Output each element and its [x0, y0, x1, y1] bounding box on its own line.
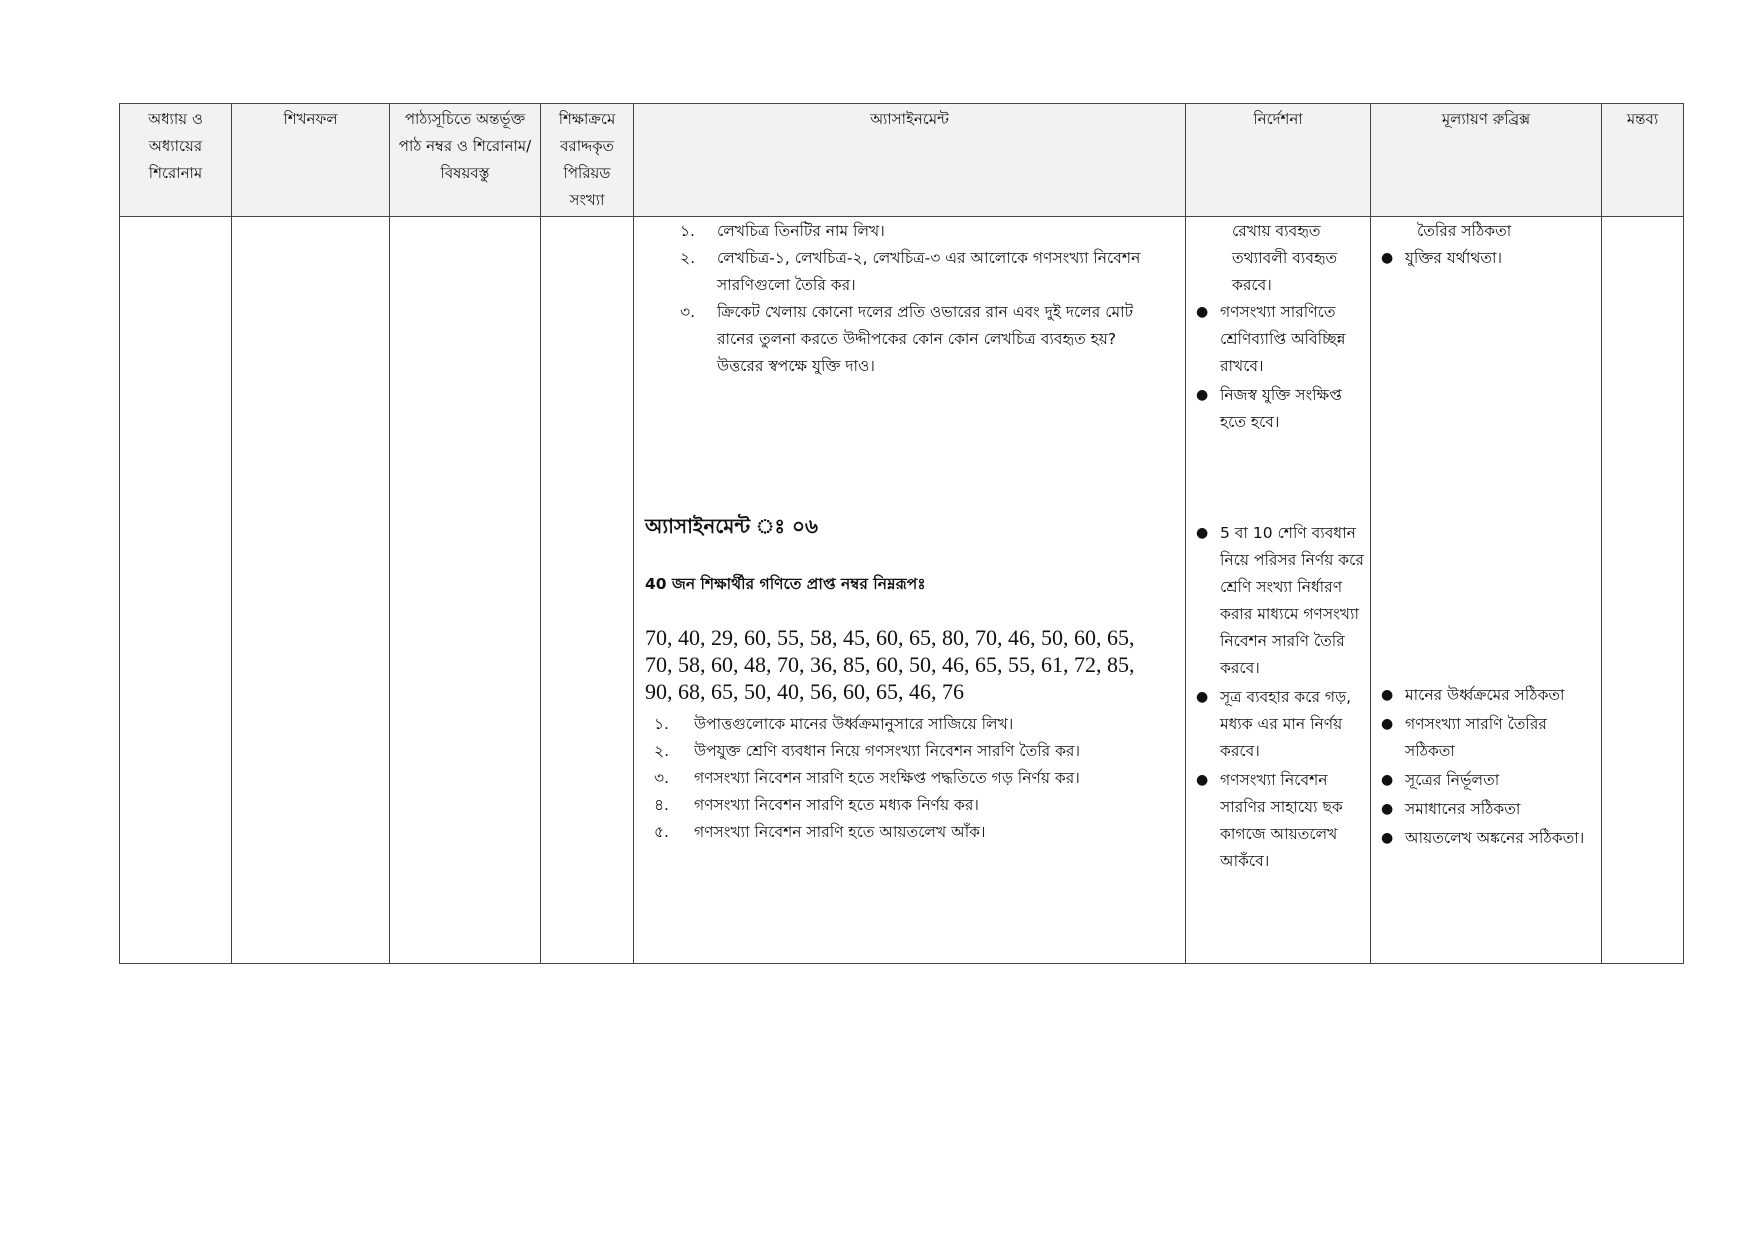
list-item: ● নিজস্ব যুক্তি সংক্ষিপ্ত হতে হবে। [1186, 382, 1368, 436]
body-row [120, 217, 1684, 964]
bullet-icon: ● [1381, 830, 1394, 846]
list-item: ১. লেখচিত্র তিনটির নাম লিখ। [680, 222, 885, 240]
learning-outcome-cell [232, 217, 390, 964]
assignment6-heading: অ্যাসাইনমেন্ট ঃ ০৬ [645, 514, 819, 538]
rubrics-cell [1371, 217, 1602, 964]
list-item: ● আয়তলেখ অঙ্কনের সঠিকতা। [1371, 825, 1599, 852]
bullet-icon: ● [1381, 250, 1394, 266]
assignment6-list [654, 711, 1164, 846]
list-item: ৫. গণসংখ্যা নিবেশন সারণি হতে আয়তলেখ আঁক। [654, 823, 986, 841]
rubrics-part1-list [1371, 245, 1599, 272]
bullet-icon: ● [1381, 801, 1394, 817]
list-item: ● গণসংখ্যা নিবেশন সারণির সাহায্যে ছক কাগজে আয়তলেখ আকঁবে। [1186, 767, 1368, 875]
bullet-icon: ● [1196, 525, 1209, 541]
header-instructions: নির্দেশনা [1186, 104, 1371, 217]
marks-data: 70, 40, 29, 60, 55, 58, 45, 60, 65, 80, 70, 46, 50, 60, 65, 70, 58, 60, 48, 70, 36, 85, 60, 50, 46, 65, 55, 61, 72, 85, 90, 68, 65, 50, 40, 56, 60, 65, 46, 76 [645, 625, 1135, 704]
header-lesson-topic: পাঠ্যসূচিতে অন্তর্ভূক্ত পাঠ নম্বর ও শিরোনাম/ বিষয়বস্তু [390, 104, 541, 217]
chapter-cell [120, 217, 232, 964]
header-chapter: অধ্যায় ও অধ্যায়ের শিরোনাম [120, 104, 232, 217]
rubrics-part2-list [1371, 682, 1599, 852]
header-period-count: শিক্ষাক্রমে বরাদ্দকৃত পিরিয়ড সংখ্যা [541, 104, 634, 217]
bullet-icon: ● [1381, 716, 1394, 732]
list-item: ১. উপাত্তগুলোকে মানের উর্ধ্বক্রমানুসারে সাজিয়ে লিখ। [654, 715, 1014, 733]
header-learning-outcome: শিখনফল [232, 104, 390, 217]
assignment-cell [634, 217, 1186, 964]
instructions-part2-list [1186, 520, 1368, 875]
lesson-plan-table [119, 103, 1684, 964]
instructions-continued: রেখায় ব্যবহৃত তথ্যাবলী ব্যবহৃত করবে। [1232, 222, 1338, 294]
list-item: ● সূত্র ব্যবহার করে গড়, মধ্যক এর মান নির্ণয় করবে। [1186, 684, 1368, 765]
bullet-icon: ● [1381, 687, 1394, 703]
header-rubrics: মূল্যায়ণ রুব্রিক্স [1371, 104, 1602, 217]
list-item: ২. উপযুক্ত শ্রেণি ব্যবধান নিয়ে গণসংখ্যা নিবেশন সারণি তৈরি কর। [654, 742, 1081, 760]
list-item: ● 5 বা 10 শেণি ব্যবধান নিয়ে পরিসর নির্ণয় করে শ্রেণি সংখ্যা নির্ধারণ করার মাধ্যমে গণসংখ্যা নিবেশন সারণি তৈরি করবে। [1186, 520, 1368, 682]
header-remarks: মন্তব্য [1602, 104, 1684, 217]
bullet-icon: ● [1196, 772, 1209, 788]
lesson-topic-cell [390, 217, 541, 964]
list-item: ৪. গণসংখ্যা নিবেশন সারণি হতে মধ্যক নির্ণয় কর। [654, 796, 979, 814]
list-item: ৩. ক্রিকেট খেলায় কোনো দলের প্রতি ওভারের রান এবং দুই দলের মোট রানের তুলনা করতে উদ্দীপকের কোন কোন লেখচিত্র ব্যবহৃত হয়? উত্তরের স্বপক্ষে যুক্তি দাও। [680, 303, 1134, 375]
assignment6-intro: 40 জন শিক্ষার্থীর গণিতে প্রাপ্ত নম্বর নিম্নরূপঃ [645, 575, 926, 593]
list-item: ● গণসংখ্যা সারণিতে শ্রেণিব্যাপ্তি অবিচ্ছিন্ন রাখবে। [1186, 299, 1368, 380]
list-item: ● মানের উর্ধ্বক্রমের সঠিকতা [1371, 682, 1599, 709]
instructions-cell [1186, 217, 1371, 964]
bullet-icon: ● [1381, 772, 1394, 788]
rubrics-continued: তৈরির সঠিকতা [1417, 222, 1512, 240]
list-item: ● সূত্রের নির্ভূলতা [1371, 767, 1599, 794]
remarks-cell [1602, 217, 1684, 964]
list-item: ২. লেখচিত্র-১, লেখচিত্র-২, লেখচিত্র-৩ এর আলোকে গণসংখ্যা নিবেশন সারণিগুলো তৈরি কর। [680, 249, 1141, 294]
assignment-part1-list [680, 218, 1165, 380]
header-row [120, 104, 1684, 217]
list-item: ● সমাধানের সঠিকতা [1371, 796, 1599, 823]
period-count-cell [541, 217, 634, 964]
list-item: ৩. গণসংখ্যা নিবেশন সারণি হতে সংক্ষিপ্ত পদ্ধতিতে গড় নির্ণয় কর। [654, 769, 1080, 787]
bullet-icon: ● [1196, 304, 1209, 320]
header-assignment: অ্যাসাইনমেন্ট [634, 104, 1186, 217]
bullet-icon: ● [1196, 387, 1209, 403]
instructions-part1-list [1186, 299, 1368, 436]
list-item: ● যুক্তির যর্থাথতা। [1371, 245, 1599, 272]
list-item: ● গণসংখ্যা সারণি তৈরির সঠিকতা [1371, 711, 1599, 765]
bullet-icon: ● [1196, 689, 1209, 705]
